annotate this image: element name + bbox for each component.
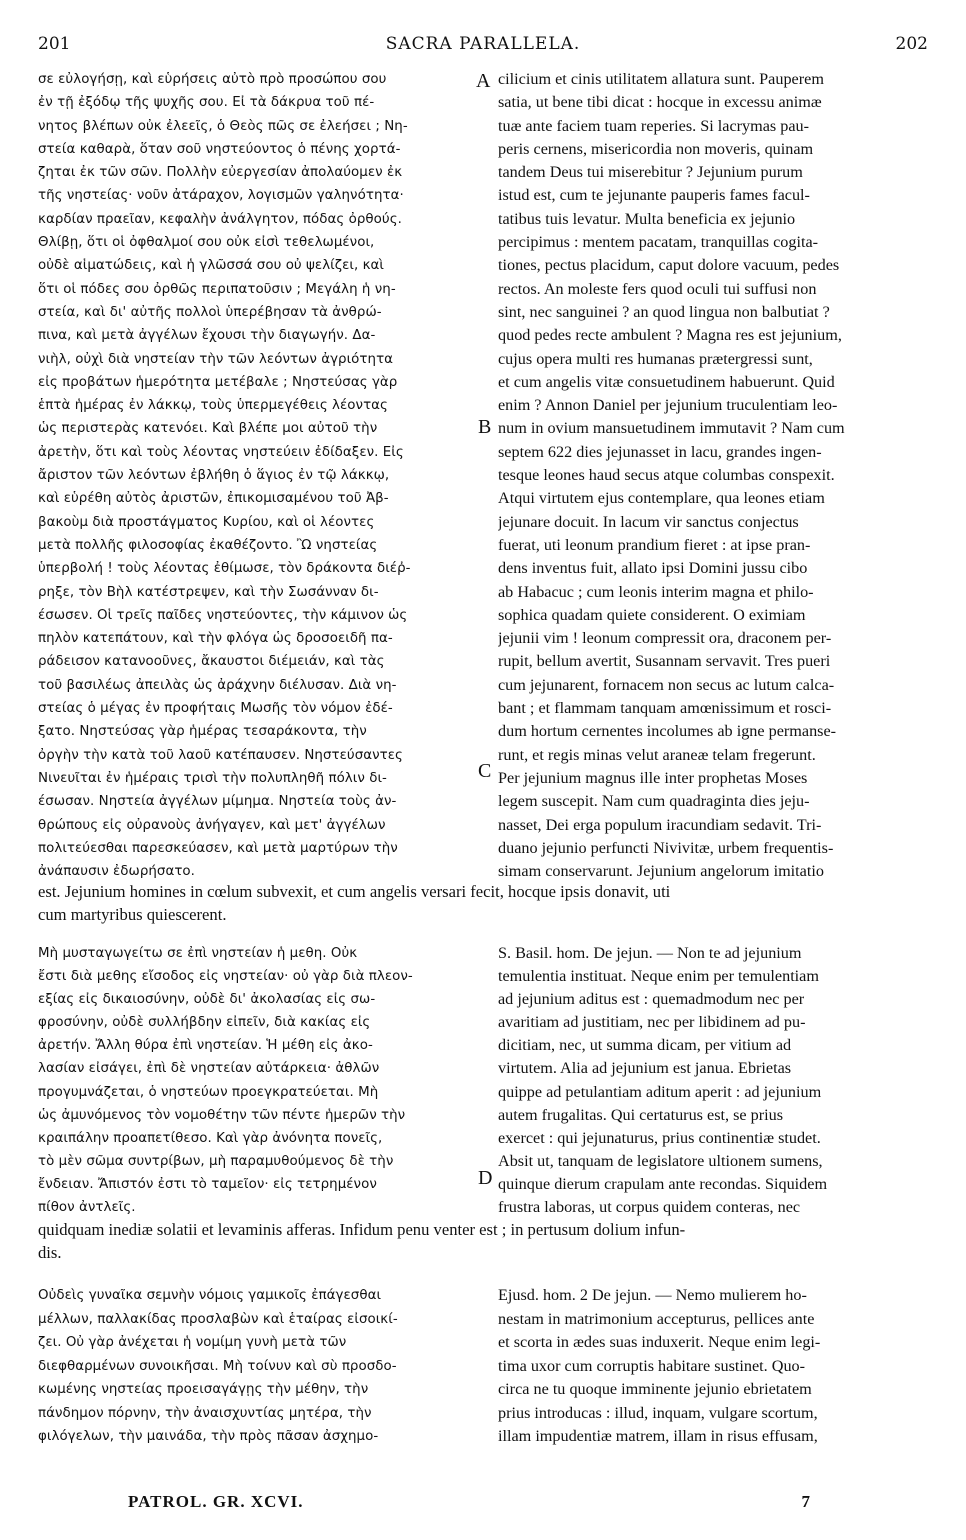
latin-line: septem 622 dies jejunasset in lacu, grandes ingen-	[498, 442, 822, 461]
greek-line: πηλὸν κατεπάτουν, καὶ τὴν φλόγα ὡς δροσοειδῆ πα-	[38, 631, 393, 647]
latin-line: dum hortum cernentes incolumes ab igne permanse-	[498, 722, 837, 741]
greek-line: ζηται ἐκ τῶν σῶν. Πολλὴν εὐεργεσίαν ἀπολαύομεν ἐκ	[38, 165, 403, 181]
greek-line: ἔνδειαν. Ἄπιστόν ἐστι τὸ ταμεῖον· εἰς τετρημένον	[38, 1176, 377, 1192]
greek-column-1	[38, 68, 478, 883]
latin-line: circa ne tu quoque imminente jejunio ebrietatem	[498, 1380, 812, 1398]
latin-line: enim ? Annon Daniel per jejunium truculentiam leo-	[498, 396, 838, 415]
page-header	[38, 34, 928, 56]
greek-line: θρώπους εἰς οὐρανοὺς ἀνήγαγεν, καὶ μετ' ἀγγέλων	[38, 817, 386, 833]
greek-line: πολιτεύεσθαι παρεσκεύασεν, καὶ μετὰ μαρτύρων τὴν	[38, 840, 398, 856]
latin-line: temulentia instituat. Neque enim per temulentiam	[498, 967, 819, 986]
page-number-right: 202	[895, 34, 928, 54]
greek-line: φροσύνην, οὐδὲ συλλήβδην εἰπεῖν, διὰ κακίας εἰς	[38, 1015, 371, 1031]
latin-line: Ejusd. hom. 2 De jejun. — Nemo mulierem ho-	[498, 1286, 807, 1304]
greek-line: νιὴλ, οὐχὶ διὰ νηστείαν τὴν τῶν λεόντων ἀγριότητα	[38, 351, 394, 367]
latin-line: tuæ ante faciem tuam reperies. Si lacrymas pau-	[498, 116, 810, 135]
latin-line: quod pedes recte ambulent ? Magna res est jejunium,	[498, 326, 842, 345]
latin-line: illam impudentiæ matrem, illam in risus effusam,	[498, 1427, 818, 1445]
latin-line: tesque leones haud secus atque columbas conspexit.	[498, 466, 835, 485]
greek-line: μετὰ πολλῆς φιλοσοφίας ἐκαθέζοντο. Ὢ νηστείας	[38, 537, 378, 553]
latin-line: percipimus : mentem pacatam, tranquillas cogita-	[498, 233, 819, 252]
latin-line: bant ; et flammam tanquam amœnissimum et rosci-	[498, 699, 832, 718]
greek-column-2	[38, 942, 478, 1219]
greek-line: ἀνάπαυσιν ἐδωρήσατο.	[38, 864, 195, 880]
latin-line: quippe ad petulantiam aditum aperit : ad jejunium	[498, 1082, 822, 1101]
latin-line: dicitiam, nec, ut summa dicam, per vitium ad	[498, 1036, 792, 1055]
patrologia-reference: PATROL. GR. XCVI.	[128, 1492, 304, 1511]
latin-line: dens inventus fuit, allato ipsi Domini jussu cibo	[498, 559, 808, 578]
latin-line: autem frugalitas. Qui certaturus est, se prius	[498, 1105, 783, 1124]
latin-line: tima uxor cum corruptis habitare sustinet. Quo-	[498, 1356, 806, 1375]
latin-line: ad jejunium aditus est : quemadmodum nec per	[498, 990, 805, 1009]
greek-line: νητος βλέπων οὐκ ἐλεεῖς, ὁ Θεὸς πῶς σε ἐλεήσει ; Νη-	[38, 118, 408, 134]
greek-line: ὅτι οἱ πόδες σου ὀρθῶς περιπατοῦσιν ; Μεγάλη ἡ νη-	[38, 281, 396, 297]
full-width-tail-2	[38, 1218, 928, 1264]
greek-line: στείας ὁ μέγας ἐν προφήταις Μωσῆς τὸν νόμον ἐδέ-	[38, 701, 393, 717]
page-footer	[38, 1492, 928, 1514]
latin-line: tiones, pectus placidum, caput dolore vacuum, pedes	[498, 256, 840, 275]
greek-line: τὸ μὲν σῶμα συντρίβων, μὴ παραμυθούμενος δὲ τὴν	[38, 1153, 394, 1169]
greek-line: ὑπερβολή ! τοὺς λέοντας ἐθίμωσε, τὸν δράκοντα διέῤ-	[38, 561, 411, 577]
greek-line: εξίας εἰς δικαιοσύνην, οὐδὲ δι' ἀκολασίας εἰς σω-	[38, 992, 376, 1008]
greek-line: πινα, καὶ μετὰ ἀγγέλων ἔχουσι τὴν διαγωγήν. Δα-	[38, 328, 376, 344]
greek-line: έσωσεν. Οἱ τρεῖς παῖδες νηστεύοντες, τὴν κάμινον ὡς	[38, 607, 408, 623]
running-title: SACRA PARALLELA.	[385, 34, 581, 54]
latin-line: satia, ut bene tibi dicat : hocque in excessu animæ	[498, 93, 822, 112]
latin-line: cum jejunarent, fornacem non secus ac lutum calca-	[498, 675, 835, 694]
greek-line: ἀρετήν. Ἄλλη θύρα ἐπὶ νηστείαν. Ἡ μέθη εἰς ἀκο-	[38, 1038, 373, 1054]
tail-line: cum martyribus quiescerent.	[38, 905, 227, 924]
greek-line: ἑπτὰ ἡμέρας ἐν λάκκῳ, τοὺς ὑπερμεγέθεις λέοντας	[38, 398, 388, 414]
latin-line: fuerat, uti leonum prandium fieret : at ipse pran-	[498, 535, 811, 554]
latin-line: jejunare docuit. In lacum vir sanctus conjectus	[498, 512, 799, 531]
greek-line: ἔστι διὰ μεθης εἴσοδος εἰς νηστείαν· οὐ γὰρ διὰ πλεον-	[38, 969, 413, 985]
greek-line: σε εὐλογήσῃ, καὶ εὑρήσεις αὐτὸ πρὸ προσώπου σου	[38, 72, 387, 87]
greek-line: ἀρετὴν, ὅτι καὶ τοὺς λέοντας νηστεύειν ἐδίδαξεν. Εἰς	[38, 444, 404, 460]
latin-line: ab Habacuc ; cum leonis interim magna et philo-	[498, 582, 814, 601]
greek-line: λασίαν εἰσάγει, ἐπὶ δὲ νηστείαν αὐτάρκεια· ἀθλῶν	[38, 1061, 380, 1077]
greek-line: στεία, καὶ δι' αὐτῆς πολλοὶ ὑπερέβησαν τὰ ἀνθρώ-	[38, 304, 382, 320]
latin-line: rectos. An moleste fers quod oculi tui suffusi non	[498, 279, 817, 298]
greek-line: μέλλων, παλλακίδας προσλαβὼν καὶ ἑταίρας εἰσοικί-	[38, 1311, 398, 1327]
greek-column-3	[38, 1284, 478, 1449]
greek-line: ἐν τῇ ἐξόδῳ τῆς ψυχῆς σου. Εἰ τὰ δάκρυα τοῦ πέ-	[38, 95, 375, 111]
greek-line: καρδίαν πραεῖαν, κεφαλὴν ἀνάλγητον, πόδας ὀρθούς.	[38, 211, 402, 227]
latin-line: nasset, Dei erga populum iracundiam sedavit. Tri-	[498, 815, 822, 834]
greek-line: Νινευῖται ἐν ἡμέραις τρισὶ τὴν πολυπληθῆ πόλιν δι-	[38, 770, 387, 786]
greek-line: βακοὺμ διὰ προστάγματος Κυρίου, καὶ οἱ λέοντες	[38, 514, 375, 530]
greek-line: εἰς προβάτων ἡμερότητα μετέβαλε ; Νηστεύσας γὰρ	[38, 374, 398, 390]
latin-line: sint, nec sanguinei ? an quod lingua non balbutiat ?	[498, 302, 830, 321]
margin-letter-b: B	[478, 416, 492, 438]
latin-line: tatibus tuis levatur. Multa beneficia ex jejunio	[498, 209, 796, 228]
greek-line: Θλίβῃ, ὅτι οἱ ὀφθαλμοί σου οὐκ εἰσὶ τεθελωμένοι,	[38, 235, 375, 251]
greek-line: ρηξε, τὸν Βὴλ κατέστρεψεν, καὶ τὴν Σωσάνναν δι-	[38, 584, 379, 600]
latin-line: legem suscepit. Nam cum quadraginta dies jeju-	[498, 792, 810, 811]
greek-line: πάνδημον πόρνην, τὴν ἀναισχυντίας μητέρα, τὴν	[38, 1405, 372, 1421]
latin-line: istud est, cum te jejunante pauperis fames facul-	[498, 186, 810, 205]
latin-line: Absit ut, tanquam de legislatore ultionem sumens,	[498, 1151, 823, 1170]
tail-line: est. Jejunium homines in cœlum subvexit, et cum angelis versari fecit, hocque ipsis donavit, uti	[38, 882, 671, 901]
greek-line: τῆς νηστείας· νοῦν ἀτάραχον, λογισμῶν γαληνότητα·	[38, 188, 404, 204]
greek-line: προγυμνάζεται, ὁ νηστεύων προεγκρατεύεται. Μὴ	[38, 1084, 379, 1100]
greek-line: τοῦ βασιλέως ἀπειλὰς ὡς ἀράχνην διέλυσαν. Διὰ νη-	[38, 677, 397, 693]
greek-line: διεφθαρμένων συνοικῆσαι. Μὴ τοίνυν καὶ σὺ προσδο-	[38, 1358, 397, 1374]
greek-line: ζει. Οὐ γὰρ ἀνέχεται ἡ νομίμη γυνὴ μετὰ τῶν	[38, 1335, 347, 1350]
signature-mark: 7	[801, 1492, 810, 1511]
latin-line: prius introducas : illud, inquam, vulgare scortum,	[498, 1403, 818, 1422]
greek-line: πίθον ἀντλεῖς.	[38, 1200, 136, 1216]
latin-line: simam conservarunt. Jejunium angelorum imitatio	[498, 862, 824, 881]
greek-line: κωμένης νηστείας προεισαγάγῃς τὴν μέθην, τὴν	[38, 1382, 369, 1397]
latin-line: jejunii vim ! leonum compressit ora, draconem per-	[498, 629, 832, 648]
margin-letter-a: A	[476, 70, 491, 92]
latin-column-3	[498, 1284, 928, 1449]
greek-line: φιλόγελων, τὴν μαινάδα, τὴν πρὸς πᾶσαν ἀσχημο-	[38, 1429, 379, 1444]
latin-line: runt, et regis minas velut araneæ telam fregerunt.	[498, 745, 816, 764]
latin-line: rupit, bellum avertit, Susannam servavit. Tres pueri	[498, 652, 831, 671]
greek-line: Οὐδεὶς γυναῖκα σεμνὴν νόμοις γαμικοῖς ἐπάγεσθαι	[38, 1288, 382, 1303]
latin-line: sophica quadam quiete considerent. O eximiam	[498, 605, 806, 624]
latin-line: num in ovium mansuetudinem immutavit ? Nam cum	[498, 419, 845, 438]
full-width-tail-1	[38, 880, 928, 926]
latin-line: peris cernens, misericordia non moveris, quinam	[498, 139, 814, 158]
latin-column-1	[498, 68, 928, 883]
latin-line: tandem Deus tui miserebitur ? Jejunium purum	[498, 163, 803, 182]
greek-line: στεία καθαρὰ, ὅταν σοῦ νηστεύοντος ὁ πένης χορτά-	[38, 141, 401, 157]
greek-line: Μὴ μυσταγωγείτω σε ἐπὶ νηστείαν ἡ μεθη. Οὐκ	[38, 946, 358, 961]
latin-line: cujus opera multi res humanas prætergressi sunt,	[498, 349, 813, 368]
greek-line: ὡς περιστερὰς κατενόει. Καὶ βλέπε μοι αὐτοῦ τὴν	[38, 421, 378, 437]
tail-line: dis.	[38, 1243, 62, 1262]
latin-line: quinque dierum crapulam ante recondas. Siquidem	[498, 1174, 828, 1193]
latin-line: Atqui virtutem ejus contemplare, qua leones etiam	[498, 489, 825, 508]
latin-line: Per jejunium magnus ille inter prophetas Moses	[498, 768, 808, 787]
page-number-left: 201	[38, 34, 71, 54]
latin-line: et scorta in ædes suas induxerit. Neque enim legi-	[498, 1333, 821, 1351]
latin-line: frustra laboras, ut corpus quidem conteras, nec	[498, 1198, 801, 1217]
tail-line: quidquam inediæ solatii et levaminis afferas. Infidum penu venter est ; in pertusum dolium infun-	[38, 1220, 686, 1239]
latin-line: avaritiam ad justitiam, nec per libidinem ad pu-	[498, 1013, 806, 1032]
margin-letter-d: D	[478, 1167, 493, 1189]
greek-line: ὡς ἀμυνόμενος τὸν νομοθέτην τῶν πέντε ἡμερῶν τὴν	[38, 1107, 406, 1123]
greek-line: έσωσαν. Νηστεία ἀγγέλων μίμημα. Νηστεία τοὺς ἀν-	[38, 794, 397, 810]
margin-letter-c: C	[478, 760, 492, 782]
greek-line: οὐδὲ αἱματώδεις, καὶ ἡ γλῶσσά σου οὐ ψελίζει, καὶ	[38, 258, 384, 274]
latin-line: cilicium et cinis utilitatem allatura sunt. Pauperem	[498, 70, 824, 88]
latin-line: et cum angelis vitæ consuetudinem habuerunt. Quid	[498, 372, 835, 391]
latin-line: S. Basil. hom. De jejun. — Non te ad jejunium	[498, 944, 802, 962]
greek-line: κραιπάλην προαπετίθεσο. Καὶ γὰρ ἀνόνητα πονεῖς,	[38, 1130, 383, 1146]
greek-line: ξατο. Νηστεύσας γὰρ ἡμέρας τεσαράκοντα, τὴν	[38, 724, 367, 740]
greek-line: καὶ εὑρέθη αὐτὸς ἀριστῶν, ἐπικομισαμένου τοῦ Ἀβ-	[38, 491, 389, 507]
greek-line: ράδεισον κατανοοῦνες, ἄκαυστοι διέμειάν, καὶ τὰς	[38, 654, 385, 670]
latin-line: virtutem. Alia ad jejunium est janua. Ebrietas	[498, 1059, 792, 1078]
greek-line: ἄριστον τῶν λεόντων ἐβλήθη ὁ ἅγιος ἐν τῷ λάκκῳ,	[38, 468, 390, 484]
latin-line: exercet : qui jejunaturus, prius continentiæ studet.	[498, 1128, 821, 1147]
greek-line: ὀργὴν τὴν κατὰ τοῦ λαοῦ κατέπαυσεν. Νηστεύσαντες	[38, 747, 403, 763]
latin-column-2	[498, 942, 928, 1219]
latin-line: duano jejunio perfuncti Nivivitæ, urbem frequentis-	[498, 838, 834, 857]
latin-line: nestam in matrimonium accepturus, pellices ante	[498, 1309, 815, 1328]
